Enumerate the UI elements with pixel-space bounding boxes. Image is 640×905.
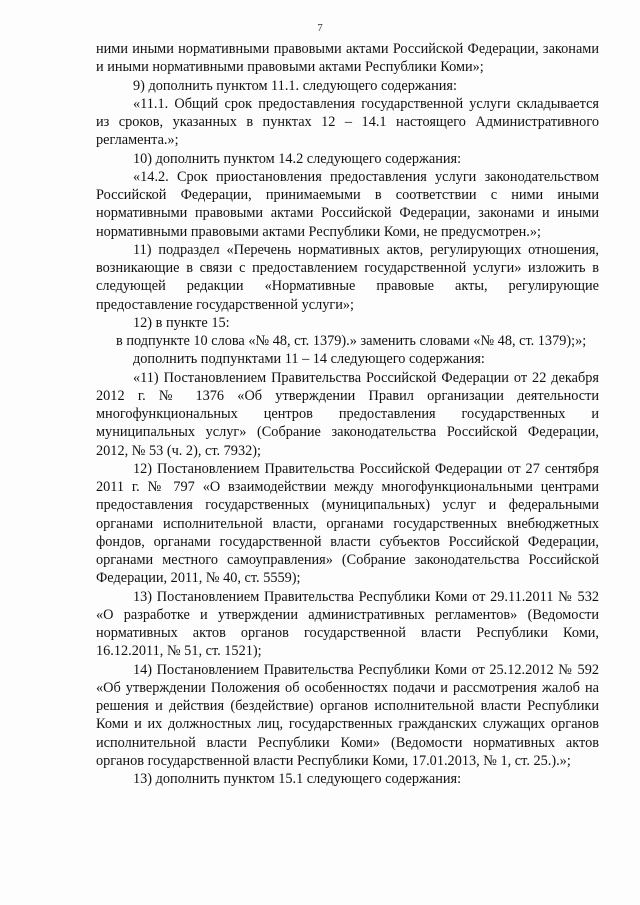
paragraph-add-subitems: дополнить подпунктами 11 – 14 следующего содержания: [133,351,485,368]
paragraph-quote-11-1: «11.1. Общий срок предоставления государственной услуги складывается из сроков, указанных в пунктах 12 – 14.1 настоящего Административного регламента.»; [96,95,599,149]
paragraph-quote-14-2: «14.2. Срок приостановления предоставления услуги законодательством Российской Федерации, принимаемыми в соответствии с ними иными нормативными правовыми актами Российской Федерации, законами и иными нормативными правовыми актами Республики Коми, не предусмотрен.»; [96,168,599,240]
paragraph-subitem-12: 12) Постановлением Правительства Российской Федерации от 27 сентября 2011 г. № 797 «О взаимодействии между многофункциональными центрами предоставления государственных (муниципальных) услуг и федеральными органами исполнительной власти, органами государственных внебюджетных фондов, органами государственной власти субъектов Российской Федерации, органами местного самоуправления» (Собрание законодательства Российской Федерации, 2011, № 40, ст. 5559); [96,460,599,587]
page-number: 7 [317,22,323,34]
paragraph-subitem-10: в подпункте 10 слова «№ 48, ст. 1379).» заменить словами «№ 48, ст. 1379);»; [116,333,587,349]
paragraph-item-9: 9) дополнить пунктом 11.1. следующего содержания: [133,77,457,94]
paragraph-item-10: 10) дополнить пунктом 14.2 следующего содержания: [133,150,462,167]
document-body [96,40,599,788]
paragraph-subitem-14: 14) Постановлением Правительства Республики Коми от 25.12.2012 № 592 «Об утверждении Положения об особенностях подачи и рассмотрения жалоб на решения и действия (бездействие) органов исполнительной власти Республики Коми и их должностных лиц, государственных гражданских служащих органов исполнительной власти Республики Коми» (Ведомости нормативных актов органов государственной власти Республики Коми, 17.01.2013, № 1, ст. 25.).»; [96,661,599,769]
paragraph-subitem-13: 13) Постановлением Правительства Республики Коми от 29.11.2011 № 532 «О разработке и утверждении административных регламентов» (Ведомости нормативных актов органов государственной власти Республики Коми, 16.12.2011, № 51, ст. 1521); [96,588,599,660]
paragraph-item-11: 11) подраздел «Перечень нормативных актов, регулирующих отношения, возникающие в связи с предоставлением государственной услуги» изложить в следующей редакции «Нормативные правовые акты, регулирующие предоставление государственной услуги»; [96,241,599,313]
paragraph-subitem-11: «11) Постановлением Правительства Российской Федерации от 22 декабря 2012 г. № 1376 «Об утверждении Правил организации деятельности многофункциональных центров предоставления государственных и муниципальных услуг» (Собрание законодательства Российской Федерации, 2012, № 53 (ч. 2), ст. 7932); [96,369,599,459]
paragraph-continuation: ними иными нормативными правовыми актами Российской Федерации, законами и иными нормативными правовыми актами Республики Коми»; [96,41,599,76]
paragraph-item-12: 12) в пункте 15: [133,314,230,331]
paragraph-item-13: 13) дополнить пунктом 15.1 следующего содержания: [133,771,462,787]
